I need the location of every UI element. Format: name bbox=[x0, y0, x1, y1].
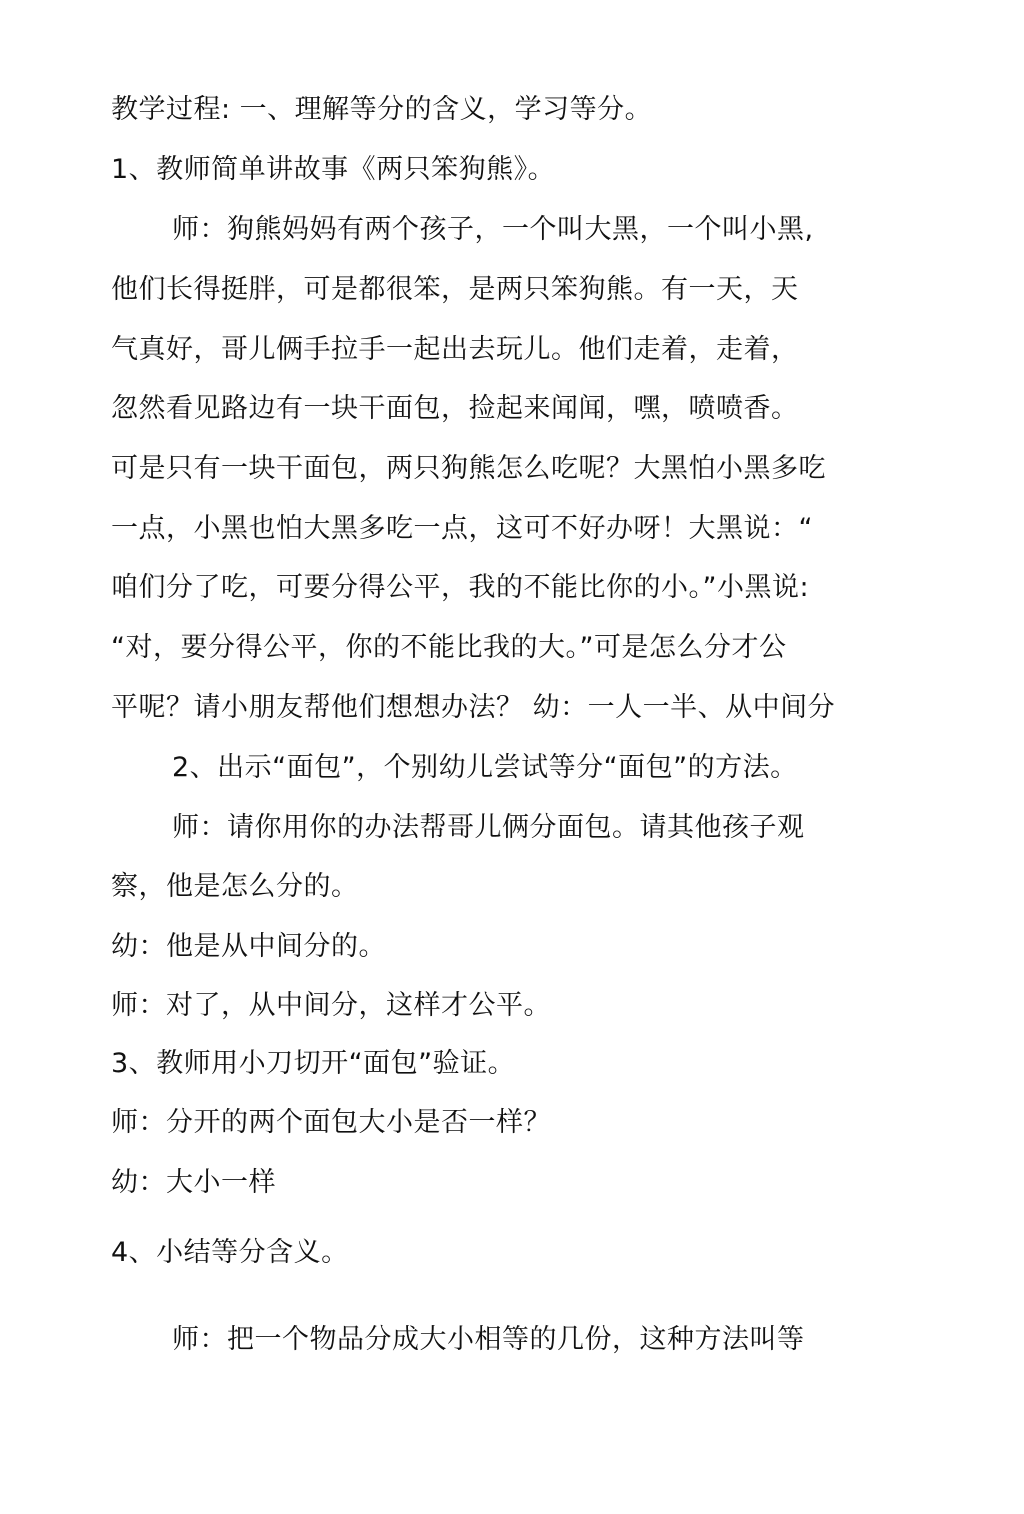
step-1-heading: 1、教师简单讲故事《两只笨狗熊》。 bbox=[111, 154, 556, 185]
paragraph-line: 师：狗熊妈妈有两个孩子，一个叫大黑，一个叫小黑, bbox=[172, 214, 814, 245]
dialogue-line: 幼：他是从中间分的。 bbox=[111, 931, 386, 962]
paragraph-line: 可是只有一块干面包，两只狗熊怎么吃呢？大黑怕小黑多吃 bbox=[111, 453, 826, 484]
dialogue-line: 师：分开的两个面包大小是否一样？ bbox=[111, 1107, 551, 1138]
paragraph-line: 平呢？请小朋友帮他们想想办法？ 幼：一人一半、从中间分 bbox=[111, 692, 836, 723]
paragraph-line: 他们长得挺胖，可是都很笨，是两只笨狗熊。有一天，天 bbox=[111, 274, 799, 305]
paragraph-line: 察，他是怎么分的。 bbox=[111, 871, 359, 902]
paragraph-line: 气真好，哥儿俩手拉手一起出去玩儿。他们走着，走着， bbox=[111, 334, 799, 365]
paragraph-line: 咱们分了吃，可要分得公平，我的不能比你的小。”小黑说: bbox=[111, 572, 810, 603]
paragraph-line: 一点，小黑也怕大黑多吃一点，这可不好办呀！大黑说：“ bbox=[111, 513, 813, 544]
step-2-heading: 2、出示“面包”，个别幼儿尝试等分“面包”的方法。 bbox=[172, 752, 798, 783]
step-4-heading: 4、小结等分含义。 bbox=[111, 1237, 349, 1268]
step-3-heading: 3、教师用小刀切开“面包”验证。 bbox=[111, 1048, 516, 1079]
paragraph-line: 忽然看见路边有一块干面包，捡起来闻闻，嘿，喷喷香。 bbox=[111, 393, 799, 424]
paragraph-line: 师：请你用你的办法帮哥儿俩分面包。请其他孩子观 bbox=[172, 812, 805, 843]
paragraph-line: “对，要分得公平，你的不能比我的大。”可是怎么分才公 bbox=[111, 632, 787, 663]
dialogue-line: 幼：大小一样 bbox=[111, 1167, 276, 1198]
dialogue-line: 师：对了，从中间分，这样才公平。 bbox=[111, 990, 551, 1021]
section-heading: 教学过程: 一、理解等分的含义，学习等分。 bbox=[111, 94, 653, 125]
paragraph-line: 师：把一个物品分成大小相等的几份，这种方法叫等 bbox=[172, 1324, 805, 1355]
